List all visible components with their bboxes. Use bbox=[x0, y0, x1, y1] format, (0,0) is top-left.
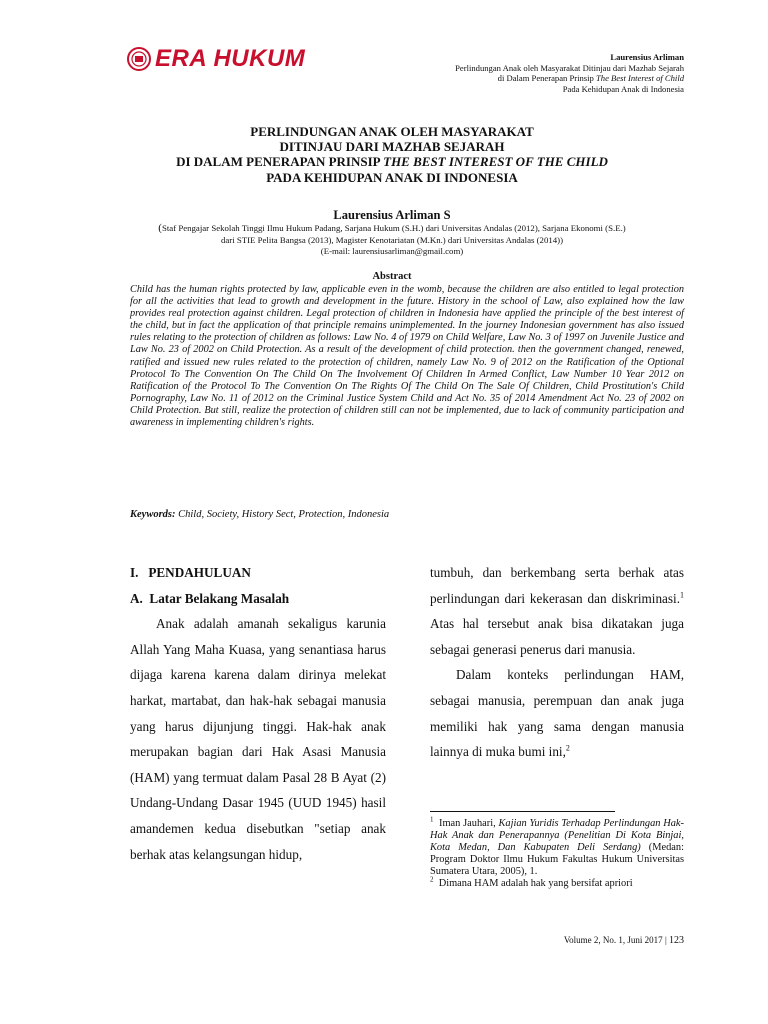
footnote-divider bbox=[430, 811, 615, 812]
keywords: Keywords: Child, Society, History Sect, Protection, Indonesia bbox=[130, 509, 390, 520]
page-footer: Volume 2, No. 1, Juni 2017 | 123 bbox=[563, 935, 684, 946]
running-line-3: Pada Kehidupan Anak di Indonesia bbox=[562, 83, 684, 94]
author-email: (E-mail: laurensiusarliman@gmail.com) bbox=[320, 246, 464, 256]
seal-icon bbox=[127, 47, 151, 71]
footnote-ref: 2 bbox=[565, 743, 570, 753]
body-paragraph: Dalam konteks perlindungan HAM, sebagai manusia, perempuan dan anak juga memiliki hak yang sama dengan manusia lainnya di muka bumi ini,$^2$ bbox=[430, 667, 684, 760]
footnotes bbox=[430, 815, 684, 891]
right-column bbox=[430, 560, 684, 765]
body-paragraph: tumbuh, dan berkembang serta berhak atas perlindungan dari kekerasan dan diskriminasi.$^1$ Atas hal tersebut anak bisa dikatakan juga sebagai generasi penerus dari manusia. bbox=[430, 565, 684, 657]
paper-title: PERLINDUNGAN ANAK OLEH MASYARAKAT DITINJAU DARI MAZHAB SEJARAH DI DALAM PENERAPAN PRINSIP THE BEST INTEREST OF THE CHILD PADA KEHIDUPAN ANAK DI INDONESIA bbox=[176, 124, 608, 185]
author-affiliation: (Staf Pengajar Sekolah Tinggi Ilmu Hukum Padang, Sarjana Hukum (S.H.) dari Universitas Andalas (2012), Sarjana Ekonomi (S.E.) dari STIE Pelita Bangsa (2013), Magister Kenotariatan (M.Kn.) dari Universitas Andalas (2014)) (E-mail: laurensiusarliman@gmail.com) bbox=[100, 223, 684, 258]
footnote: $^2$ Dimana HAM adalah hak yang bersifat apriori bbox=[430, 876, 633, 890]
running-head bbox=[344, 52, 684, 94]
footnote: $^1$ Iman Jauhari, Kajian Yuridis Terhadap Perlindungan Hak-Hak Anak dan Penerapannya (Penelitian Di Kota Binjai, Kota Medan, Dan Kabupaten Deli Serdang) (Medan: Program Doktor Ilmu Hukum Fakultas Hukum Universitas Sumatera Utara, 2005), 1. bbox=[430, 815, 684, 878]
volume-info: Volume 2, No. 1, Juni 2017 bbox=[563, 935, 663, 945]
subsection-heading: A. Latar Belakang Masalah bbox=[130, 590, 290, 606]
left-column bbox=[130, 560, 386, 867]
section-heading: I. PENDAHULUAN bbox=[130, 565, 251, 580]
running-line-1: Perlindungan Anak oleh Masyarakat Ditinjau dari Mazhab Sejarah bbox=[455, 62, 684, 73]
journal-logo bbox=[127, 47, 305, 71]
body-paragraph: Anak adalah amanah sekaligus karunia Allah Yang Maha Kuasa, yang senantiasa harus dijaga karena karena dalam dirinya melekat harkat, martabat, dan hak-hak sebagai manusia yang harus dijunjung tinggi. Hak-hak anak merupakan bagian dari Hak Asasi Manusia (HAM) yang termuat dalam Pasal 28 B Ayat (2) Undang-Undang Dasar 1945 (UUD 1945) hasil amandemen kedua disebutkan "setiap anak berhak atas kelangsungan hidup, bbox=[130, 616, 386, 862]
footnote-ref: 1 bbox=[680, 590, 684, 600]
running-author: Laurensius Arliman bbox=[610, 52, 684, 62]
abstract-text: Child has the human rights protected by law, applicable even in the womb, because the children are also entitled to legal protection for all the activities that lead to growth and development in the future. History in the school of Law, also explained how the law provides real protection against children. Legal protection of children in Indonesia have applied the principle of the best interest of the child, but in fact the application of that principle remains unimplemented. In the journey Indonesian government has also issued rules relating to the protection of children as follows: Law No. 4 of 1979 on Child Welfare, Law No. 3 of 1997 on Juvenile Justice and Law No. 23 of 2002 on Child Protection. As a result of the development of child protection. then the government changed, renewed, ratified and issued new rules related to the protection of children, namely Law No. 9 of 2012 on the Ratification of the Optional Protocol To The Convention On The Child On The Involvement Of Children In Armed Conflict, Law Number 10 Year 2012 on Ratification of the Protocol To The Convention On The Rights Of The Child On The Sale Of Children, Child Prostitution's Child Pornography, Law No. 11 of 2012 on the Criminal Justice System Child and Act No. 35 of 2014 Amendment Act No. 23 of 2002 on Child Protection. But still, realize the protection of children still can not be implemented, due to lack of community participation and awareness in implementing children's rights. bbox=[130, 284, 684, 429]
abstract-heading: Abstract bbox=[372, 271, 412, 282]
running-line-2: di Dalam Penerapan Prinsip The Best Interest of Child bbox=[497, 73, 684, 83]
logo-text: ERA HUKUM bbox=[155, 45, 306, 72]
author-name: Laurensius Arliman S bbox=[333, 208, 451, 222]
page-number: 123 bbox=[669, 935, 684, 946]
